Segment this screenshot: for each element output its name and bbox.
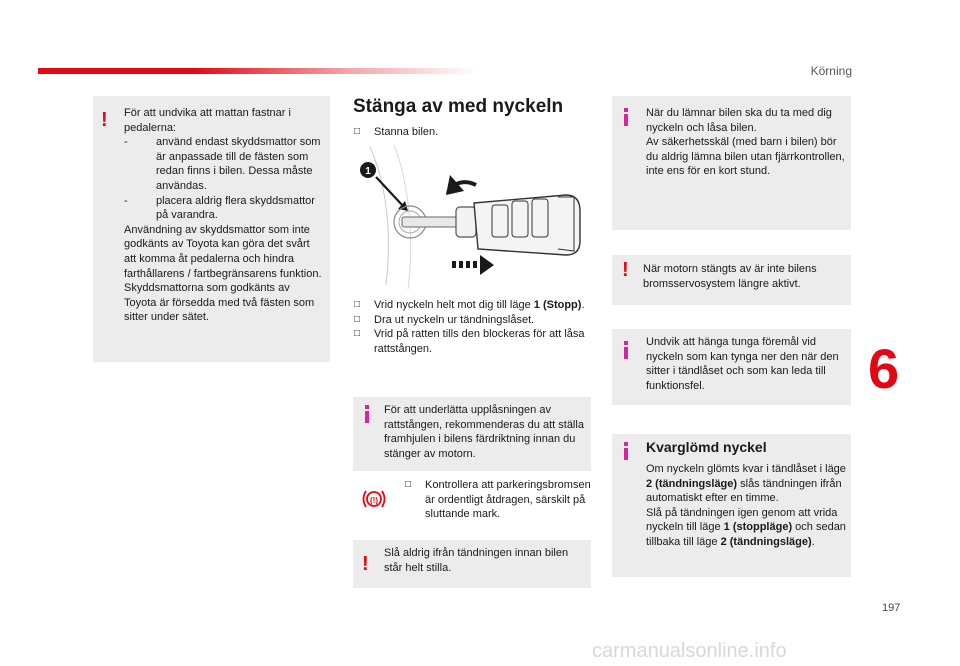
warning-box-floor-mats	[93, 96, 330, 362]
chapter-number: 6	[868, 337, 900, 400]
parking-brake-icon	[360, 488, 388, 510]
floor-mats-body: Användning av skyddsmattor som inte godkänts av Toyota kan göra det svårt att komma åt pedalerna och hindra farthållarens / fartbegränsarens funktion.	[124, 223, 322, 280]
list-item: □ Vrid nyckeln helt mot dig till läge 1 (Stopp).	[354, 299, 585, 311]
list-item: □ Dra ut nyckeln ur tändningslåset.	[354, 313, 535, 326]
floor-mats-intro: För att undvika att mattan fastnar i pedalerna:	[124, 107, 291, 134]
parking-brake-symbol: (!)	[370, 496, 378, 505]
warning-exclamation-icon: !	[622, 259, 629, 281]
list-item: □ Vrid på ratten tills den blockeras för att låsa rattstången.	[354, 328, 585, 355]
step-list-key	[354, 298, 592, 356]
checkbox-icon: □	[354, 313, 361, 325]
warning-exclamation-icon: !	[101, 109, 108, 131]
list-item: - använd endast skyddsmattor som är anpassade till de fästen som redan finns i bilen. Dessa måste användas.	[124, 136, 321, 192]
list-item: □ Stanna bilen.	[354, 126, 439, 138]
info-icon	[624, 442, 628, 460]
list-item: □ Kontrollera att parkeringsbromsen är ordentligt åtdragen, särskilt på sluttande mark.	[405, 479, 591, 521]
warning-ignition-text: Slå aldrig ifrån tändningen innan bilen står helt stilla.	[384, 547, 569, 574]
info-icon	[624, 108, 628, 126]
warning-exclamation-icon: !	[362, 553, 369, 575]
info-box-heavy-objects	[612, 329, 851, 405]
parking-check-list	[405, 478, 591, 522]
watermark: carmanualsonline.info	[592, 640, 787, 662]
info-box-steering-lock	[353, 397, 591, 471]
info-key-leave-text: När du lämnar bilen ska du ta med dig nyckeln och låsa bilen. Av säkerhetsskäl (med barn i bilen) bör du aldrig lämna bilen utan fjärrkontrollen, inte ens för en kort stund.	[646, 107, 845, 178]
forgotten-key-paragraph-2: Slå på tändningen igen genom att vrida nyckeln till läge 1 (stoppläge) och sedan tillbaka till läge 2 (tändningsläge).	[646, 506, 846, 548]
step-list-stop	[354, 125, 590, 140]
floor-mats-body-2: Skyddsmattorna som godkänts av Toyota är försedda med två fästen som sitter under sätet.	[124, 282, 315, 324]
info-box-take-key	[612, 96, 851, 230]
warning-box-ignition	[353, 540, 591, 588]
key-illustration	[352, 145, 590, 291]
forgotten-key-paragraph-1: Om nyckeln glömts kvar i tändlåset i läge 2 (tändningsläge) slås tändningen ifrån automatiskt efter en timme.	[646, 463, 846, 505]
checkbox-icon: □	[354, 299, 361, 310]
info-icon	[624, 341, 628, 359]
info-steering-text: För att underlätta upplåsningen av rattstången, rekommenderas du att ställa framhjulen i bilens färdriktning innan du stänger av motorn.	[384, 404, 584, 460]
info-heavy-text: Undvik att hänga tunga föremål vid nyckeln som kan tynga ner den när den sitter i tändlåset och som kan leda till funktionsfel.	[646, 336, 839, 392]
forgotten-key-title: Kvarglömd nyckel	[646, 439, 767, 455]
warning-box-brake-servo	[612, 255, 851, 305]
checkbox-icon: □	[354, 126, 361, 137]
header-color-bar	[38, 68, 478, 74]
checkbox-icon: □	[354, 328, 361, 340]
checkbox-icon: □	[405, 479, 412, 490]
info-icon	[365, 405, 369, 423]
page-number: 197	[882, 602, 901, 614]
section-title: Stänga av med nyckeln	[353, 96, 564, 117]
list-item: - placera aldrig flera skyddsmattor på varandra.	[124, 194, 315, 222]
callout-number: 1	[365, 166, 371, 177]
warning-brake-text: När motorn stängts av är inte bilens bromsservosystem längre aktivt.	[643, 263, 817, 290]
info-box-forgotten-key	[612, 434, 851, 577]
chapter-title: Körning	[810, 64, 852, 78]
